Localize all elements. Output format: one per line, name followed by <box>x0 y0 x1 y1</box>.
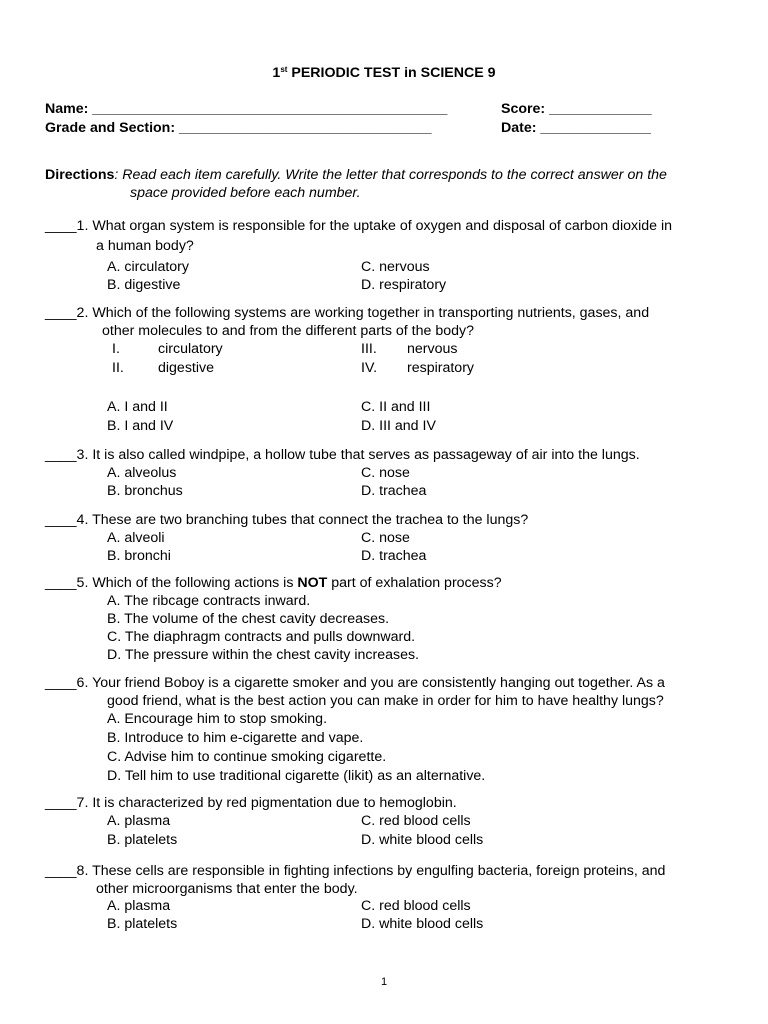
option-b: B. Introduce to him e-cigarette and vape. <box>107 730 364 746</box>
question-stem <box>45 574 730 592</box>
option-b: B. bronchi <box>107 548 171 564</box>
option-a: A. The ribcage contracts inward. <box>107 593 311 609</box>
option-d: D. trachea <box>361 483 427 499</box>
date-field[interactable]: Date: ______________ <box>501 120 651 136</box>
directions-label: Directions <box>45 167 115 183</box>
question-3 <box>45 446 730 499</box>
option-d: D. white blood cells <box>361 832 484 848</box>
page-title <box>0 64 768 82</box>
question-stem: ____1. What organ system is responsible for the uptake of oxygen and disposal of carbon dioxide in <box>45 218 672 234</box>
score-field[interactable]: Score: _____________ <box>501 101 652 117</box>
option-d: D. respiratory <box>361 277 447 293</box>
directions-text-cont: space provided before each number. <box>130 185 361 201</box>
option-c: C. nose <box>361 465 410 481</box>
question-stem: ____6. Your friend Boboy is a cigarette smoker and you are consistently hanging out together. As a <box>45 675 665 691</box>
option-a: A. Encourage him to stop smoking. <box>107 711 328 727</box>
option-b: B. I and IV <box>107 418 174 434</box>
roman-choice: nervous <box>407 341 458 357</box>
roman-numeral: III. <box>361 341 377 357</box>
question-stem-part: part of exhalation process? <box>327 575 502 591</box>
option-d: D. The pressure within the chest cavity increases. <box>107 647 420 663</box>
question-stem: ____8. These cells are responsible in fighting infections by engulfing bacteria, foreign proteins, and <box>45 863 666 879</box>
question-stem-cont: a human body? <box>96 238 194 254</box>
roman-choice: circulatory <box>158 341 223 357</box>
title-superscript: st <box>280 65 288 74</box>
question-stem-cont: other microorganisms that enter the body. <box>96 881 358 897</box>
option-a: A. alveolus <box>107 465 177 481</box>
page-number: 1 <box>380 976 388 988</box>
option-b: B. platelets <box>107 916 178 932</box>
option-a: A. alveoli <box>107 530 165 546</box>
grade-section-field[interactable]: Grade and Section: ________________________________ <box>45 120 432 136</box>
question-stem-part: ____5. Which of the following actions is <box>45 575 298 591</box>
option-a: A. plasma <box>107 898 171 914</box>
question-4 <box>45 511 730 564</box>
option-d: D. trachea <box>361 548 427 564</box>
roman-choice: digestive <box>158 360 214 376</box>
question-6 <box>45 674 730 784</box>
option-c: C. red blood cells <box>361 898 471 914</box>
option-c: C. The diaphragm contracts and pulls downward. <box>107 629 416 645</box>
question-8 <box>45 862 730 932</box>
question-2 <box>45 304 730 434</box>
question-stem: ____7. It is characterized by red pigmentation due to hemoglobin. <box>45 795 457 811</box>
option-b: B. digestive <box>107 277 181 293</box>
option-d: D. III and IV <box>361 418 436 434</box>
roman-choice: respiratory <box>407 360 475 376</box>
title-text: PERIODIC TEST in SCIENCE 9 <box>287 65 496 81</box>
option-d: D. Tell him to use traditional cigarette (likit) as an alternative. <box>107 768 486 784</box>
question-5 <box>45 574 730 663</box>
option-d: D. white blood cells <box>361 916 484 932</box>
name-field[interactable]: Name: _____________________________________________ <box>45 101 448 117</box>
directions-text: : Read each item carefully. Write the letter that corresponds to the correct answer on the <box>114 167 667 183</box>
question-stem-cont: other molecules to and from the different parts of the body? <box>102 323 474 339</box>
option-a: A. circulatory <box>107 259 189 275</box>
directions <box>45 166 725 202</box>
option-a: A. I and II <box>107 399 168 415</box>
option-c: C. nervous <box>361 259 430 275</box>
question-stem-emphasis: NOT <box>297 575 328 591</box>
option-c: C. nose <box>361 530 410 546</box>
question-1 <box>45 217 730 293</box>
title-ordinal: 1 <box>272 65 281 81</box>
question-stem: ____3. It is also called windpipe, a hollow tube that serves as passageway of air into the lungs. <box>45 447 640 463</box>
option-b: B. bronchus <box>107 483 183 499</box>
option-a: A. plasma <box>107 813 171 829</box>
question-stem-cont: good friend, what is the best action you can make in order for him to have healthy lungs? <box>107 693 664 709</box>
option-b: B. platelets <box>107 832 178 848</box>
option-c: C. red blood cells <box>361 813 471 829</box>
option-c: C. Advise him to continue smoking cigarette. <box>107 749 387 765</box>
question-stem: ____4. These are two branching tubes that connect the trachea to the lungs? <box>45 512 529 528</box>
roman-numeral: II. <box>112 360 124 376</box>
question-7 <box>45 794 730 848</box>
roman-numeral: I. <box>112 341 120 357</box>
option-b: B. The volume of the chest cavity decreases. <box>107 611 390 627</box>
option-c: C. II and III <box>361 399 431 415</box>
roman-numeral: IV. <box>361 360 378 376</box>
question-stem: ____2. Which of the following systems are working together in transporting nutrients, gases, and <box>45 305 650 321</box>
